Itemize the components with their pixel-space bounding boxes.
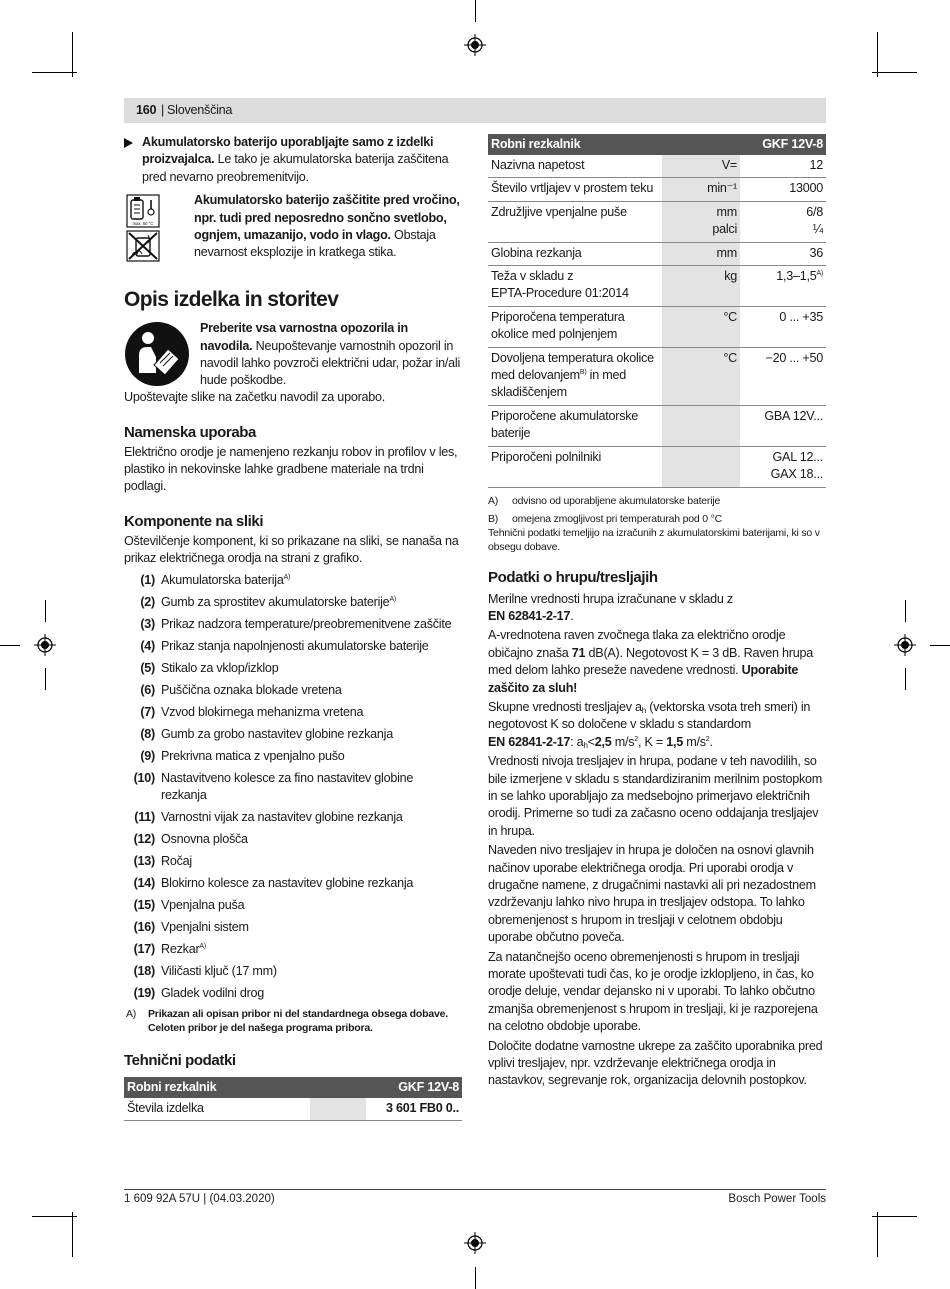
- spec-label: [488, 306, 662, 347]
- spec-value: [740, 446, 826, 487]
- svg-text:max. 50 °C: max. 50 °C: [132, 221, 154, 227]
- component-label: Gumb za sprostitev akumulatorske baterije: [161, 594, 390, 609]
- spec-unit-text: mm: [716, 204, 737, 219]
- components-intro: Oštevilčenje komponent, ki so prikazane na sliki, se nanaša na prikaz električnega orodja na strani z grafiko.: [124, 533, 459, 566]
- spec-label-line: Globina rezkanja: [491, 245, 582, 260]
- footnote-a: A) odvisno od uporabljene akumulatorske baterije: [488, 494, 721, 507]
- spec-table: [488, 134, 826, 488]
- component-number: (14): [133, 876, 155, 891]
- component-label: Stikalo za vklop/izklop: [161, 660, 279, 675]
- intended-use-text: Električno orodje je namenjeno rezkanju robov in profilov v les, plastiko in nekovinske lahke gradbene materiale na trdni podlagi.: [124, 444, 458, 494]
- spec-label: [488, 266, 662, 307]
- spec-row: [488, 306, 826, 347]
- spec-value: [740, 201, 826, 242]
- spec-value: [740, 178, 826, 201]
- crop-mark: [930, 645, 950, 646]
- component-number: (18): [133, 964, 155, 979]
- spec-value: [740, 266, 826, 307]
- spec-row: [488, 446, 826, 487]
- crop-mark: [475, 0, 476, 22]
- read-instructions-text: Preberite vsa varnostna opozorila in navodila. Neupoštevanje varnostnih opozoril in navodil lahko povzroči električni udar, požar in/ali hude poškodbe.: [200, 321, 461, 388]
- spec-value: [740, 155, 826, 178]
- component-label: Viličasti ključ (17 mm): [161, 964, 277, 979]
- spec-label-line: okolice med polnjenjem: [491, 327, 618, 342]
- spec-value-text: 0 ... +35: [779, 309, 823, 324]
- component-label: Vpenjalna puša: [161, 898, 245, 913]
- spec-value: [740, 242, 826, 265]
- spec-unit: [662, 242, 740, 265]
- crop-mark: [475, 1267, 476, 1289]
- component-number: (6): [140, 682, 155, 697]
- component-label: Ročaj: [161, 854, 192, 869]
- component-number: (2): [140, 594, 155, 609]
- component-label: Rezkar: [161, 942, 200, 957]
- table-header-model: Robni rezkalnik: [124, 1077, 310, 1098]
- registration-mark-icon: [464, 1232, 486, 1254]
- see-images-note: Upoštevajte slike na začetku navodil za uporabo.: [124, 390, 386, 405]
- heat-warning-block: [124, 194, 462, 260]
- spec-label: [488, 242, 662, 265]
- spec-row: [488, 266, 826, 307]
- spec-unit: [662, 155, 740, 178]
- spec-label-line: Dovoljena temperatura okolice: [491, 350, 654, 365]
- component-label: Prikaz nadzora temperature/preobremenitvene zaščite: [161, 616, 452, 631]
- table-header-type: GKF 12V-8: [740, 134, 826, 155]
- spec-label-line: Priporočeni polnilniki: [491, 449, 602, 464]
- spec-value-text: −20 ... +50: [765, 350, 823, 365]
- page-footer: [124, 1189, 826, 1205]
- spec-label: [488, 155, 662, 178]
- component-number: (1): [140, 572, 155, 587]
- spec-label: [488, 405, 662, 446]
- right-column: [488, 134, 826, 1090]
- spec-label-line: med delovanjem: [491, 368, 580, 383]
- component-item: [124, 748, 462, 765]
- page-number: 160: [136, 103, 157, 117]
- noise-paragraph-3: Skupne vrednosti tresljajev $a_h$ (vektorska vsota treh smeri) in negotovost K so določene v skladu s standardom EN 62841-2-17: $a_h<2,5$ $m/s^2$, K = 1,5 $m/s^2$.: [488, 699, 811, 750]
- spec-value-text: GAL 12...: [772, 449, 823, 464]
- noise-paragraph-1: Merilne vrednosti hrupa izračunane v skladu z EN 62841-2-17.: [488, 591, 733, 623]
- component-number: (5): [140, 660, 155, 675]
- component-number: (10): [133, 770, 155, 785]
- component-item: [124, 682, 462, 699]
- component-item: [124, 875, 462, 892]
- component-item: [124, 963, 462, 980]
- spec-unit-text: °C: [723, 309, 737, 324]
- component-label: Gumb za grobo nastavitev globine rezkanja: [161, 726, 393, 741]
- spec-label: [488, 178, 662, 201]
- component-item: [124, 638, 462, 655]
- spec-unit: [662, 306, 740, 347]
- product-number-table: [124, 1077, 462, 1121]
- component-item: [124, 897, 462, 914]
- spec-label: [488, 446, 662, 487]
- components-footnote: A) Prikazan ali opisan pribor ni del standardnega obsega dobave. Celoten pribor je del našega programa pribora.: [126, 1008, 448, 1035]
- spec-label-line: in med: [586, 368, 626, 383]
- component-label: Varnostni vijak za nastavitev globine rezkanja: [161, 810, 403, 825]
- crop-mark: [877, 1212, 878, 1257]
- spec-value-text: 36: [809, 245, 823, 260]
- component-label: Blokirno kolesce za nastavitev globine rezkanja: [161, 876, 414, 891]
- crop-mark: [0, 645, 20, 646]
- row-label: Števila izdelka: [124, 1098, 310, 1121]
- spec-value: [740, 306, 826, 347]
- noise-paragraph-7: Določite dodatne varnostne ukrepe za zaščito uporabnika pred vplivi tresljajev, npr. vzdrževanje električnega orodja in nastavkov, segrevanje rok, organizacija delovnih postopkov.: [488, 1038, 823, 1088]
- component-label: Akumulatorska baterija: [161, 572, 284, 587]
- crop-mark: [872, 1216, 917, 1217]
- component-item: [124, 594, 462, 611]
- battery-warning-text: Le tako je akumulatorska baterija zaščitena pred nevarno preobremenitvijo.: [142, 152, 449, 184]
- left-column: [124, 134, 462, 1121]
- spec-row: [488, 347, 826, 405]
- component-label: Vzvod blokirnega mehanizma vretena: [161, 704, 364, 719]
- noise-paragraph-5: Naveden nivo tresljajev in hrupa je določen na osnovi glavnih načinov uporabe električnega orodja. Pri uporabi orodja v drugačne namene, z drugačnimi nastavki ali pri nezadostnem vzdrževanju lahko nivo hrupa in tresljajev odstopa. To lahko obremenjenost s hrupom in tresljaji v celotnem obdobju uporabe občutno poveča.: [488, 843, 816, 945]
- component-item: [124, 809, 462, 826]
- crop-mark: [905, 668, 906, 690]
- spec-unit-text: kg: [724, 269, 737, 284]
- component-number: (13): [133, 854, 155, 869]
- row-value: 3 601 FB0 0..: [366, 1098, 462, 1121]
- footnote-note: Tehnični podatki temeljijo na izračunih z akumulatorskimi baterijami, ki so v obsegu dobave.: [488, 526, 820, 553]
- spec-label-line: Priporočene akumulatorske: [491, 408, 639, 423]
- section-title-product-description: Opis izdelka in storitev: [124, 288, 339, 312]
- spec-label-line: Število vrtljajev v prostem teku: [491, 181, 654, 196]
- component-item: [124, 853, 462, 870]
- spec-unit-text: palci: [712, 222, 737, 237]
- spec-row: [488, 155, 826, 178]
- spec-unit-text: min⁻¹: [707, 181, 737, 196]
- crop-mark: [32, 1216, 77, 1217]
- spec-unit-text: °C: [723, 350, 737, 365]
- component-number: (16): [133, 920, 155, 935]
- battery-warning-bold: Akumulatorsko baterijo uporabljajte samo z izdelki proizvajalca.: [142, 135, 434, 167]
- crop-mark: [872, 72, 917, 73]
- spec-label-line: baterije: [491, 426, 531, 441]
- component-item: [124, 985, 462, 1002]
- battery-warning: [124, 134, 462, 186]
- component-footnote-ref: A): [389, 595, 396, 603]
- component-number: (19): [133, 986, 155, 1001]
- component-number: (7): [140, 704, 155, 719]
- page-language: | Slovenščina: [161, 103, 233, 117]
- spec-label-line: EPTA-Procedure 01:2014: [491, 286, 629, 301]
- spec-value-text: GAX 18...: [770, 467, 823, 482]
- spec-unit: [662, 405, 740, 446]
- footer-doc-id: 1 609 92A 57U | (04.03.2020): [124, 1193, 275, 1205]
- spec-label-line: Nazivna napetost: [491, 158, 585, 172]
- component-number: (8): [140, 726, 155, 741]
- spec-footnote-ref: B): [579, 369, 587, 377]
- component-number: (9): [140, 748, 155, 763]
- spec-value-text: ¼: [812, 222, 823, 237]
- spec-row: [488, 201, 826, 242]
- crop-mark: [45, 668, 46, 690]
- spec-unit-text: V=: [721, 158, 737, 172]
- spec-row: [488, 178, 826, 201]
- crop-mark: [877, 32, 878, 77]
- crop-mark: [905, 600, 906, 622]
- component-footnote-ref: A): [199, 943, 206, 951]
- crop-mark: [72, 32, 73, 77]
- spec-value-text: 6/8: [806, 204, 823, 219]
- page-header: [124, 98, 826, 123]
- component-item: [124, 941, 462, 958]
- component-item: [124, 704, 462, 721]
- component-number: (12): [133, 832, 155, 847]
- spec-unit-text: mm: [716, 245, 737, 260]
- table-header-type: GKF 12V-8: [310, 1077, 462, 1098]
- table-header-model: Robni rezkalnik: [488, 134, 740, 155]
- registration-mark-icon: [464, 34, 486, 56]
- components-list: [124, 572, 462, 1003]
- spec-value: [740, 405, 826, 446]
- component-label: Vpenjalni sistem: [161, 920, 249, 935]
- component-item: [124, 831, 462, 848]
- footnote-b: B) omejena zmogljivost pri temperaturah pod 0 °C: [488, 512, 722, 525]
- noise-paragraph-6: Za natančnejšo oceno obremenjenosti s hrupom in tresljaji morate upoštevati tudi čas, ko je orodje izklopljeno, in čas, ko orodje deluje, vendar dejansko ni v uporabi. To lahko občutno zmanjša obremenjenost s hrupom in tresljaji, ki je razporejena na celotno obdobje uporabe.: [488, 949, 818, 1034]
- component-item: [124, 660, 462, 677]
- noise-paragraph-2: A-vrednotena raven zvočnega tlaka za električno orodje običajno znaša 71 dB(A). Negotovost K = 3 dB. Raven hrupa med delom lahko preseže navedene vrednosti. Uporabite zaščito za sluh!: [488, 628, 813, 695]
- spec-label-line: skladiščenjem: [491, 385, 567, 400]
- crop-mark: [32, 72, 77, 73]
- component-number: (3): [140, 616, 155, 631]
- crop-mark: [45, 600, 46, 622]
- spec-label: [488, 201, 662, 242]
- spec-unit: [662, 266, 740, 307]
- section-title-components: Komponente na sliki: [124, 512, 264, 530]
- component-number: (4): [140, 638, 155, 653]
- component-number: (17): [133, 942, 155, 957]
- spec-value: [740, 347, 826, 405]
- component-number: (15): [133, 898, 155, 913]
- component-item: [124, 919, 462, 936]
- registration-mark-icon: [894, 634, 916, 656]
- no-water-fire-icon: [126, 230, 160, 262]
- spec-value-text: 13000: [789, 181, 823, 196]
- component-item: [124, 770, 462, 805]
- section-title-intended-use: Namenska uporaba: [124, 423, 256, 441]
- component-label: Nastavitveno kolesce za fino nastavitev globine rezkanja: [161, 770, 414, 803]
- spec-unit: [662, 347, 740, 405]
- spec-unit: [662, 201, 740, 242]
- component-item: [124, 616, 462, 633]
- component-item: [124, 572, 462, 589]
- spec-row: [488, 405, 826, 446]
- crop-mark: [72, 1212, 73, 1257]
- spec-footnote-ref: A): [816, 270, 823, 278]
- component-label: Prekrivna matica z vpenjalno pušo: [161, 748, 345, 763]
- section-title-noise: Podatki o hrupu/tresljajih: [488, 568, 658, 586]
- component-item: [124, 726, 462, 743]
- spec-value-text: GBA 12V...: [764, 408, 823, 423]
- noise-paragraph-4: Vrednosti nivoja tresljajev in hrupa, podane v teh navodilih, so bile izmerjene v skladu s standardiziranim merilnim postopkom in se lahko uporabljajo za medsebojno primerjavo električnih orodij. Primerne so tudi za začasno oceno oddajanja tresljajev in hrupa.: [488, 754, 823, 838]
- spec-value-text: 1,3–1,5: [776, 269, 817, 284]
- component-label: Puščična oznaka blokade vretena: [161, 682, 342, 697]
- spec-row: [488, 242, 826, 265]
- spec-unit: [662, 178, 740, 201]
- component-label: Prikaz stanja napolnjenosti akumulatorske baterije: [161, 638, 429, 653]
- spec-label-line: Teža v skladu z: [491, 269, 574, 284]
- spec-value-text: 12: [809, 158, 823, 172]
- spec-label-line: Združljive vpenjalne puše: [491, 204, 627, 219]
- bullet-triangle-icon: [124, 138, 133, 148]
- section-title-technical-data: Tehnični podatki: [124, 1052, 236, 1070]
- read-manual-icon: [124, 321, 190, 387]
- spec-label: [488, 347, 662, 405]
- component-footnote-ref: A): [283, 573, 291, 581]
- max-temperature-icon: [126, 194, 160, 228]
- footer-brand: Bosch Power Tools: [728, 1193, 826, 1205]
- read-instructions-block: [124, 321, 462, 391]
- spec-unit: [662, 446, 740, 487]
- component-label: Osnovna plošča: [161, 832, 248, 847]
- component-label: Gladek vodilni drog: [161, 986, 265, 1001]
- component-number: (11): [134, 810, 155, 825]
- heat-warning-text: Akumulatorsko baterijo zaščitite pred vročino, npr. tudi pred neposredno sončno svetlobo, ognjem, umazanijo, vodo in vlago. Obstaja nevarnost eksplozije in kratkega stika.: [194, 193, 460, 260]
- spec-label-line: Priporočena temperatura: [491, 309, 625, 324]
- registration-mark-icon: [34, 634, 56, 656]
